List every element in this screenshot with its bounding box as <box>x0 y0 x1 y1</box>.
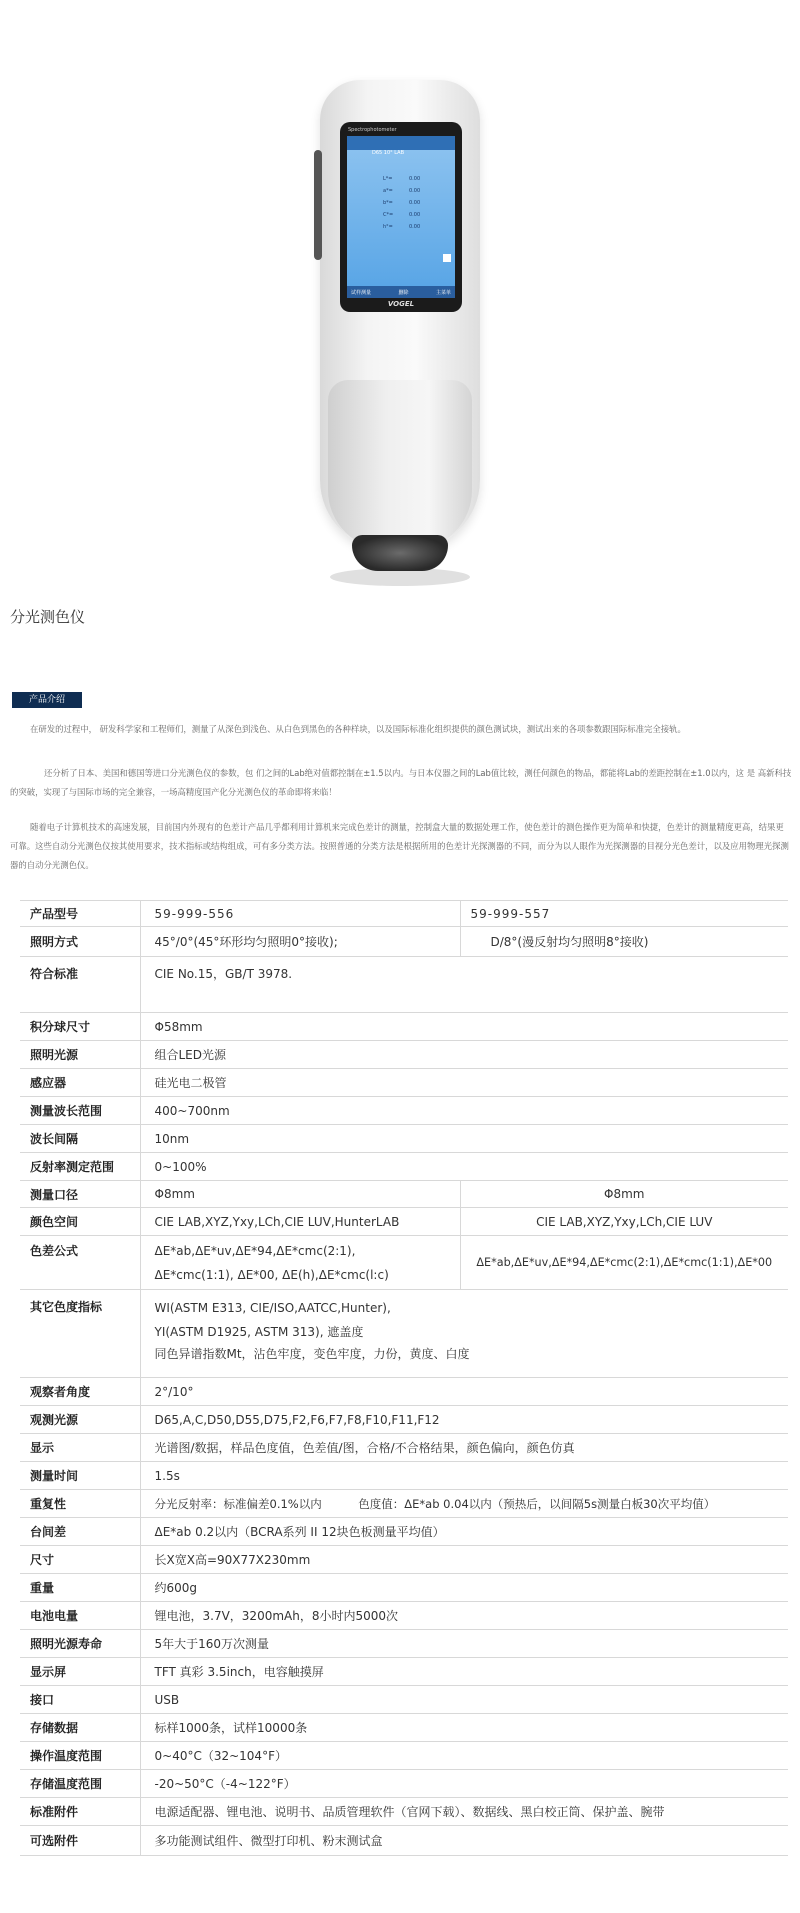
spec-label: 操作温度范围 <box>20 1742 140 1770</box>
spec-label: 符合标准 <box>20 957 140 1013</box>
spec-value: TFT 真彩 3.5inch，电容触摸屏 <box>140 1658 788 1686</box>
section-tag: 产品介绍 <box>12 692 82 708</box>
table-row <box>20 1378 788 1406</box>
screen-header-bar <box>347 136 455 150</box>
spec-label: 观测光源 <box>20 1406 140 1434</box>
arrow-icon <box>443 254 451 262</box>
spec-label: 反射率测定范围 <box>20 1153 140 1181</box>
screen-row-label: h°= <box>383 224 393 230</box>
product-image <box>290 80 510 590</box>
spec-value: -20~50°C（-4~122°F） <box>140 1770 788 1798</box>
spec-value: 组合LED光源 <box>140 1041 788 1069</box>
spec-value: 10nm <box>140 1125 788 1153</box>
other-line: 同色异谱指数Mt，沾色牢度，变色牢度，力份，黄度、白度 <box>154 1347 470 1361</box>
table-row <box>20 1798 788 1826</box>
table-row <box>20 957 788 1013</box>
spec-label: 照明方式 <box>20 927 140 957</box>
table-row <box>20 1574 788 1602</box>
spec-value: 硅光电二极管 <box>140 1069 788 1097</box>
screen-menu-main: 主菜单 <box>435 289 451 296</box>
spec-value: CIE No.15，GB/T 3978. <box>140 957 788 1013</box>
spec-value: 45°/0°(45°环形均匀照明0°接收); <box>140 927 460 957</box>
screen-menu-bar <box>347 286 455 298</box>
spec-label: 重复性 <box>20 1490 140 1518</box>
spec-value: 电源适配器、锂电池、说明书、品质管理软件（官网下载）、数据线、黑白校正筒、保护盖、腕带 <box>140 1798 788 1826</box>
other-line: YI(ASTM D1925, ASTM 313), 遮盖度 <box>154 1325 364 1339</box>
table-row <box>20 1153 788 1181</box>
screen-row-value: 0.00 <box>409 188 421 194</box>
spec-label: 标准附件 <box>20 1798 140 1826</box>
spec-value: CIE LAB,XYZ,Yxy,LCh,CIE LUV,HunterLAB <box>140 1208 460 1236</box>
table-row <box>20 1208 788 1236</box>
diff-line: ΔE*ab,ΔE*uv,ΔE*94,ΔE*cmc(2:1), <box>154 1243 356 1258</box>
spec-value: 5年大于160万次测量 <box>140 1630 788 1658</box>
intro-text: 随着电子计算机技术的高速发展，目前国内外现有的色差计产品几乎都利用计算机来完成色差计的测量，控制盒大量的数据处理工作，使色差计的测色操作更为简单和快捷，色差计的测量精度更高，结果更可靠。这些自动分光测色仪按其使用要求，技术指标或结构组成，可有多分类方法。按照普通的分类方法是根据所用的色差计光探测器的不同，而分为以人眼作为光探测器的目视分光色差计，以及应用物理光探测器的自动分光测色仪。 <box>10 822 789 870</box>
spec-value: 59-999-556 <box>140 901 460 927</box>
table-row <box>20 1714 788 1742</box>
spec-label: 照明光源寿命 <box>20 1630 140 1658</box>
spec-label: 波长间隔 <box>20 1125 140 1153</box>
table-row <box>20 1125 788 1153</box>
spec-value: 约600g <box>140 1574 788 1602</box>
spec-value: D/8°(漫反射均匀照明8°接收) <box>460 927 788 957</box>
spec-value: Φ58mm <box>140 1013 788 1041</box>
spec-label: 台间差 <box>20 1518 140 1546</box>
spec-value: Φ8mm <box>460 1181 788 1208</box>
table-row <box>20 1236 788 1290</box>
screen-row-value: 0.00 <box>409 212 421 218</box>
table-row <box>20 1630 788 1658</box>
screen-brand: Spectrophotometer <box>348 127 397 133</box>
spec-value: 0~40°C（32~104°F） <box>140 1742 788 1770</box>
intro-paragraph <box>10 720 792 739</box>
spec-label: 可选附件 <box>20 1826 140 1856</box>
screen-row-value: 0.00 <box>409 200 421 206</box>
device-grip <box>328 380 472 550</box>
spec-label: 显示屏 <box>20 1658 140 1686</box>
spec-value <box>140 1290 788 1378</box>
spec-value <box>140 1236 460 1290</box>
spec-label: 尺寸 <box>20 1546 140 1574</box>
screen-row-label: a*= <box>383 188 393 194</box>
table-row <box>20 1602 788 1630</box>
table-row <box>20 1041 788 1069</box>
table-row <box>20 1518 788 1546</box>
intro-paragraph <box>10 818 792 875</box>
spec-label: 感应器 <box>20 1069 140 1097</box>
spec-value: 光谱图/数据，样品色度值，色差值/图，合格/不合格结果，颜色偏向，颜色仿真 <box>140 1434 788 1462</box>
spec-value: 1.5s <box>140 1462 788 1490</box>
intro-paragraph <box>10 764 792 802</box>
spec-label: 显示 <box>20 1434 140 1462</box>
spec-label: 测量波长范围 <box>20 1097 140 1125</box>
spec-label: 其它色度指标 <box>20 1290 140 1378</box>
spec-value: 标样1000条，试样10000条 <box>140 1714 788 1742</box>
table-row <box>20 1462 788 1490</box>
table-row <box>20 901 788 927</box>
spec-value: 400~700nm <box>140 1097 788 1125</box>
screen-menu-measure: 试样测量 <box>351 289 372 296</box>
table-row <box>20 1826 788 1856</box>
table-row <box>20 1290 788 1378</box>
table-row <box>20 1490 788 1518</box>
table-row <box>20 927 788 957</box>
screen-menu-delete: 删除 <box>398 289 409 296</box>
table-row <box>20 1434 788 1462</box>
device-side-button <box>314 150 322 260</box>
screen-row-label: b*= <box>383 200 393 206</box>
spec-value: 2°/10° <box>140 1378 788 1406</box>
screen-row-label: C*= <box>383 212 394 218</box>
spec-label: 存储温度范围 <box>20 1770 140 1798</box>
spec-value: Φ8mm <box>140 1181 460 1208</box>
spec-value: 0~100% <box>140 1153 788 1181</box>
measuring-aperture <box>352 535 448 571</box>
table-row <box>20 1742 788 1770</box>
spec-label: 电池电量 <box>20 1602 140 1630</box>
table-row <box>20 1770 788 1798</box>
table-row <box>20 1013 788 1041</box>
spec-label: 积分球尺寸 <box>20 1013 140 1041</box>
spec-value: USB <box>140 1686 788 1714</box>
spec-value: 锂电池，3.7V，3200mAh，8小时内5000次 <box>140 1602 788 1630</box>
table-row <box>20 1069 788 1097</box>
spec-value: D65,A,C,D50,D55,D75,F2,F6,F7,F8,F10,F11,F12 <box>140 1406 788 1434</box>
table-row <box>20 1546 788 1574</box>
spec-label: 测量时间 <box>20 1462 140 1490</box>
intro-text: 在研发的过程中， 研发科学家和工程师们，测量了从深色到浅色、从白色到黑色的各种样块，以及国际标准化组织提供的颜色测试块，测试出来的各项参数跟国际标准完全接轨。 <box>30 724 686 734</box>
spec-value: CIE LAB,XYZ,Yxy,LCh,CIE LUV <box>460 1208 788 1236</box>
spec-label: 色差公式 <box>20 1236 140 1290</box>
screen-lcd <box>347 136 455 286</box>
spec-value: 分光反射率：标准偏差0.1%以内 色度值：ΔE*ab 0.04以内（预热后，以间隔5s测量白板30次平均值） <box>140 1490 788 1518</box>
spec-label: 接口 <box>20 1686 140 1714</box>
diff-line: ΔE*cmc(1:1), ΔE*00, ΔE(h),ΔE*cmc(l:c) <box>154 1267 389 1282</box>
spec-value: 多功能测试组件、微型打印机、粉末测试盒 <box>140 1826 788 1856</box>
spec-label: 存储数据 <box>20 1714 140 1742</box>
spec-table <box>20 900 788 1856</box>
table-row <box>20 1181 788 1208</box>
spec-value: ΔE*ab 0.2以内（BCRA系列 II 12块色板测量平均值） <box>140 1518 788 1546</box>
product-title: 分光测色仪 <box>10 608 86 626</box>
spec-label: 颜色空间 <box>20 1208 140 1236</box>
screen-row-value: 0.00 <box>409 176 421 182</box>
table-row <box>20 1097 788 1125</box>
table-row <box>20 1686 788 1714</box>
other-line: WI(ASTM E313, CIE/ISO,AATCC,Hunter), <box>154 1301 391 1315</box>
screen-row-label: L*= <box>383 176 393 182</box>
spec-value: ΔE*ab,ΔE*uv,ΔE*94,ΔE*cmc(2:1),ΔE*cmc(1:1),ΔE*00 <box>460 1236 788 1290</box>
table-row <box>20 1658 788 1686</box>
brand-logo: VOGEL <box>387 300 415 308</box>
intro-text: 还分析了日本、美国和德国等进口分光测色仪的参数，包 们之间的Lab绝对值都控制在±1.5以内。与日本仪器之间的Lab值比较，测任何颜色的物品，都能将Lab的差距控制在±1.0以内，这 是 高新科技的突破，实现了与国际市场的完全兼容，一场高精度国产化分光测色仪的革命即将来临！ <box>10 768 792 797</box>
spec-label: 照明光源 <box>20 1041 140 1069</box>
screen-header-text: D65 10° LAB <box>372 150 405 156</box>
spec-label: 重量 <box>20 1574 140 1602</box>
screen-row-value: 0.00 <box>409 224 421 230</box>
spec-label: 产品型号 <box>20 901 140 927</box>
device-screen <box>340 122 462 312</box>
spec-value: 长X宽X高=90X77X230mm <box>140 1546 788 1574</box>
spec-value: 59-999-557 <box>460 901 788 927</box>
table-row <box>20 1406 788 1434</box>
spec-label: 测量口径 <box>20 1181 140 1208</box>
spec-label: 观察者角度 <box>20 1378 140 1406</box>
